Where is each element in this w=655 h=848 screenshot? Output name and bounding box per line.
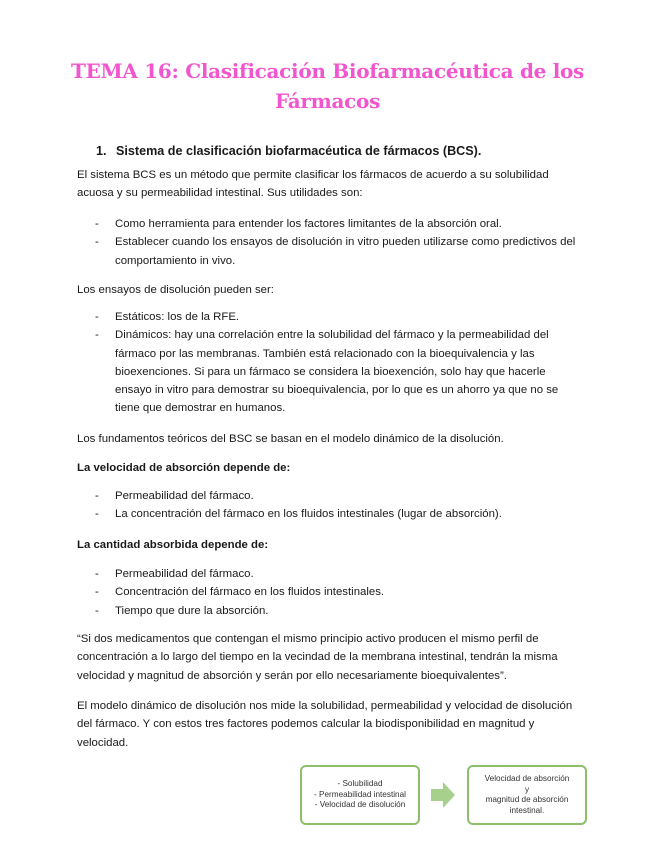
assays-list [95,308,585,418]
list-item: - Dinámicos: hay una correlación entre la solubilidad del fármaco y la permeabilidad del fármaco por las membranas. También está relacionado con la bioequivalencia y las bioexenciones. Si para un fármaco se considera la bioexención, solo hay que hacerle ensayo in vitro para demostrar su bioequivalencia, por lo que es un ahorro ya que no se tiene que demostrar en humanos. [95,329,559,415]
title-line-1: TEMA 16: Clasificación Biofarmacéutica de los [70,59,585,83]
velocity-heading: La velocidad de absorción depende de: [77,462,291,474]
list-item: - Permeabilidad del fármaco. [95,490,254,502]
section-heading-text: Sistema de clasificación biofarmacéutica de fármacos (BCS). [116,144,482,158]
section-number: 1. [96,144,107,158]
intro-paragraph: El sistema BCS es un método que permite clasificar los fármacos de acuerdo a su solubilidad acuosa y su permeabilidad intestinal. Sus utilidades son: [77,169,549,200]
quantity-heading: La cantidad absorbida depende de: [77,539,269,551]
diagram-result-line: intestinal. [509,805,545,815]
diagram-factor: - Velocidad de disolución [314,800,406,810]
list-item: - La concentración del fármaco en los fluidos intestinales (lugar de absorción). [95,508,502,521]
foundations-paragraph: Los fundamentos teóricos del BSC se basan en el modelo dinámico de la disolución. [77,433,504,445]
list-item: - Establecer cuando los ensayos de disolución in vitro pueden utilizarse como predictivos del comportamiento in vivo. [95,236,576,267]
list-item: - Concentración del fármaco en los fluidos intestinales. [95,586,385,599]
diagram-factor: - Permeabilidad intestinal [314,789,406,799]
model-paragraph: El modelo dinámico de disolución nos mide la solubilidad, permeabilidad y velocidad de disolución del fármaco. Y con estos tres factores podemos calcular la biodisponibilidad en magnitud y velocidad. [77,700,573,749]
quote-paragraph: “Si dos medicamentos que contengan el mismo principio activo producen el mismo perfil de concentración a lo largo del tiempo en la vecindad de la membrana intestinal, tendrán la misma velocidad y magnitud de absorción y serán por ello necesariamente bioequivalentes”. [77,633,558,682]
quantity-list [95,565,585,620]
diagram-result-line: magnitud de absorción [485,795,569,804]
diagram-result-line: Velocidad de absorción [484,774,570,783]
list-item: - Estáticos: los de la RFE. [95,311,240,323]
diagram-factor: - Solubilidad [337,779,383,789]
diagram-result-line: y [524,784,530,794]
page-title [60,56,595,116]
list-item: - Permeabilidad del fármaco. [95,568,254,580]
diagram-result-box [467,765,587,825]
diagram-arrow-icon [431,782,455,808]
diagram-factors-box [300,765,420,825]
velocity-list [95,487,585,524]
list-item: - Tiempo que dure la absorción. [95,604,269,617]
uses-list [95,215,585,270]
assays-intro: Los ensayos de disolución pueden ser: [77,284,274,296]
list-item: - Como herramienta para entender los factores limitantes de la absorción oral. [95,218,502,230]
section-heading [96,142,481,160]
title-line-2: Fármacos [274,89,381,113]
